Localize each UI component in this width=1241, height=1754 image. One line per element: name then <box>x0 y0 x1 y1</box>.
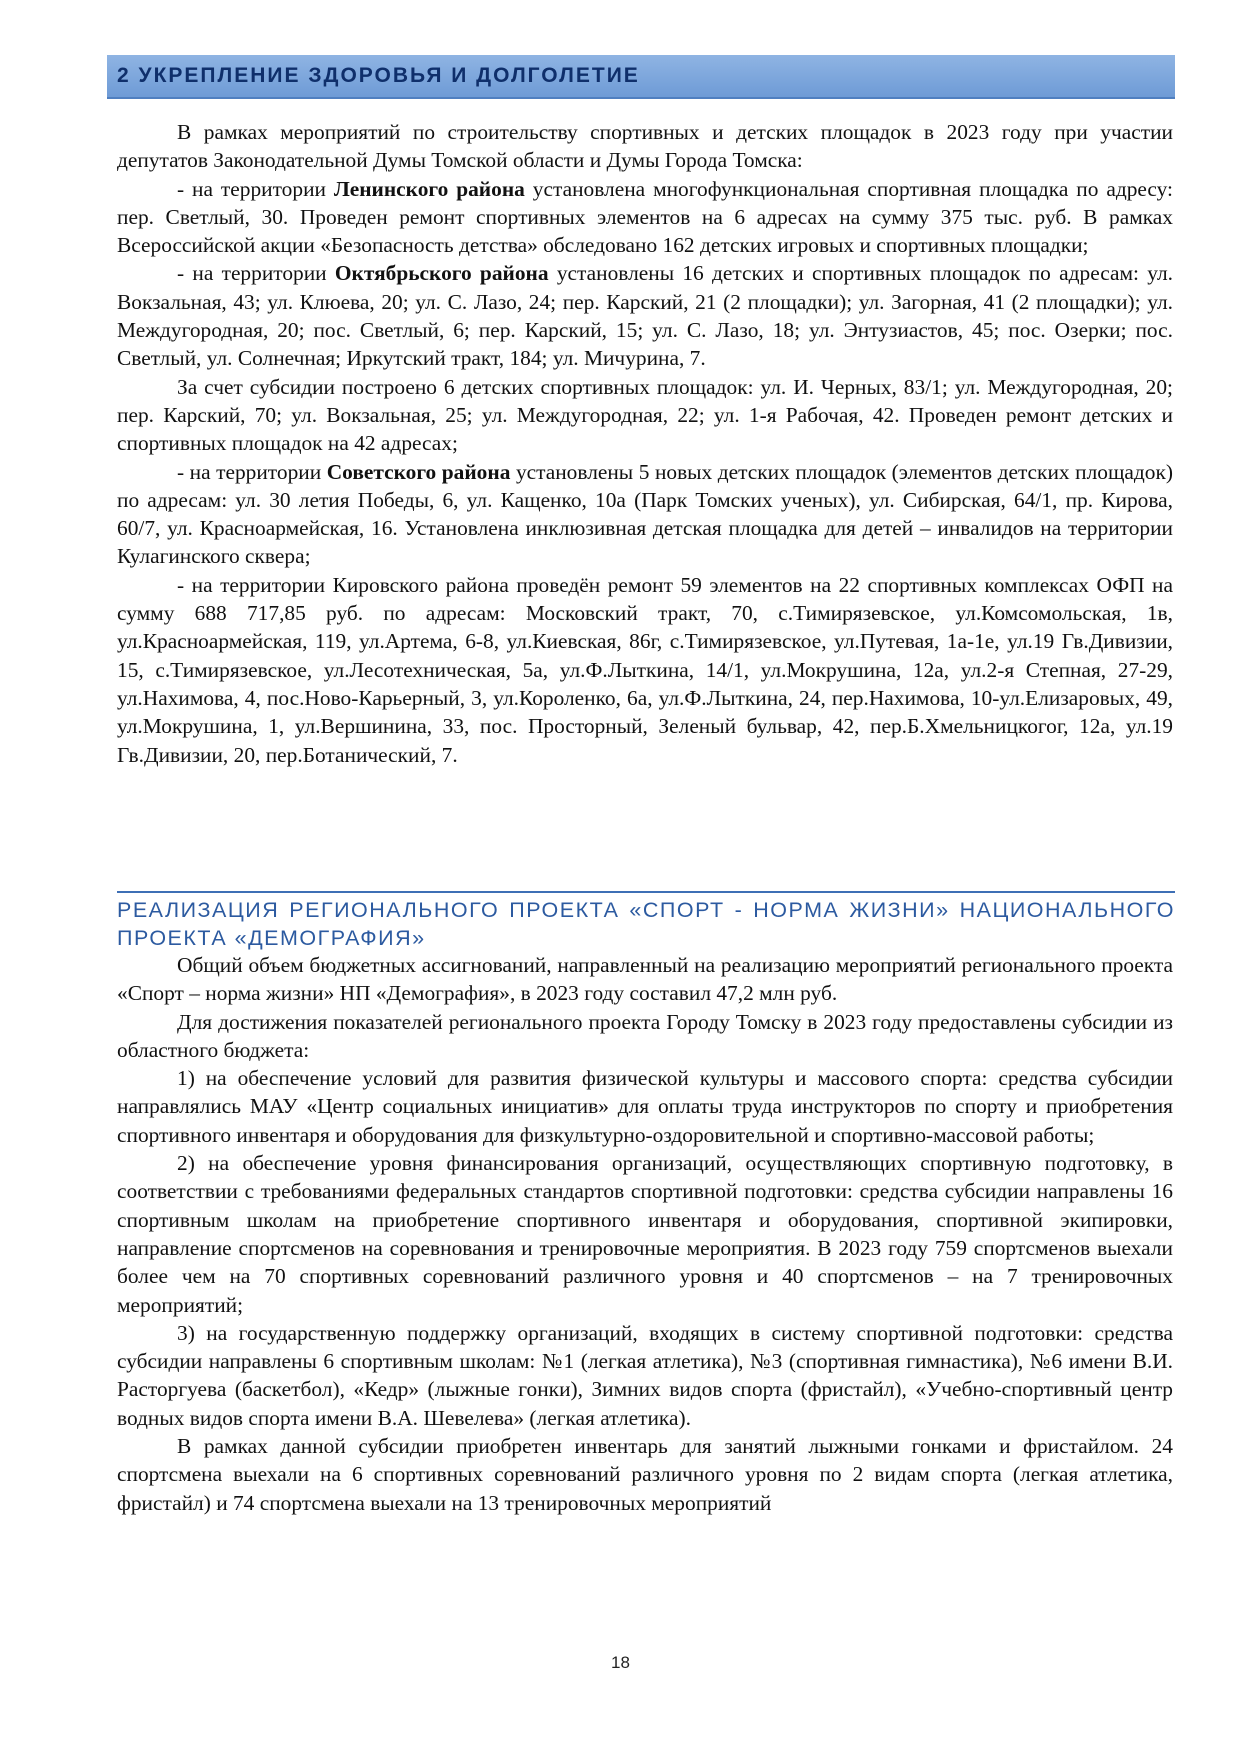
section-divider <box>117 891 1175 893</box>
section-title: 2 УКРЕПЛЕНИЕ ЗДОРОВЬЯ И ДОЛГОЛЕТИЕ <box>117 64 640 87</box>
sovetsky-district: Советского района <box>326 459 511 484</box>
leninsky-paragraph <box>117 175 1173 260</box>
sovetsky-text: установлены 5 новых детских площадок (элементов детских площадок) по адресам: ул. 30 летия Победы, 6, ул. Кащенко, 10а (Парк Томских ученых), ул. Сибирская, 64/1, пр. Кирова, 60/7, ул. Красноармейская, 16. Установлена инклюзивная детская площадка для детей – инвалидов на территории Кулагинского сквера; <box>117 459 1173 569</box>
intro-paragraph: В рамках мероприятий по строительству спортивных и детских площадок в 2023 году при участии депутатов Законодательной Думы Томской области и Думы Города Томска: <box>117 120 1173 173</box>
kirovsky-paragraph: - на территории Кировского района проведён ремонт 59 элементов на 22 спортивных комплексах ОФП на сумму 688 717,85 руб. по адресам: Московский тракт, 70, с.Тимирязевское, ул.Комсомольская, 1в, ул.Красноармейская, 119, ул.Артема, 6-8, ул.Киевская, 86г, с.Тимирязевское, ул.Путевая, 1а-1е, ул.19 Гв.Дивизии, 15, с.Тимирязевское, ул.Лесотехническая, 5а, ул.Ф.Лыткина, 14/1, ул.Мокрушина, 12а, ул.2-я Степная, 27-29, ул.Нахимова, 4, пос.Ново-Карьерный, 3, ул.Короленко, 6а, ул.Ф.Лыткина, 24, пер.Нахимова, 10-ул.Елизаровых, 49, ул.Мокрушина, 1, ул.Вершинина, 33, пос. Просторный, Зеленый бульвар, 42, пер.Б.Хмельницкогог, 12а, ул.19 Гв.Дивизии, 20, пер.Ботанический, 7. <box>117 572 1173 767</box>
oktyabrsky-district: Октябрьского района <box>334 261 549 286</box>
section-header <box>107 55 1175 99</box>
budget-paragraph: Общий объем бюджетных ассигнований, направленный на реализацию мероприятий регионального проекта «Спорт – норма жизни» НП «Демография», в 2023 году составил 47,2 млн руб. <box>117 953 1173 1006</box>
leninsky-prefix: - на территории <box>177 176 334 201</box>
subsidy-item-2: 2) на обеспечение уровня финансирования организаций, осуществляющих спортивную подготовку, в соответствии с требованиями федеральных стандартов спортивной подготовки: средства субсидии направлены 16 спортивным школам на приобретение спортивного инвентаря и оборудования, спортивной экипировки, направление спортсменов на соревнования и тренировочные мероприятия. В 2023 году 759 спортсменов выехали более чем на 70 спортивных соревнований различного уровня и 40 спортсменов – на 7 тренировочных мероприятий; <box>117 1151 1173 1317</box>
subsidy-item-3: 3) на государственную поддержку организаций, входящих в систему спортивной подготовки: средства субсидии направлены 6 спортивным школам: №1 (легкая атлетика), №3 (спортивная гимнастика), №6 имени В.И. Расторгуева (баскетбол), «Кедр» (лыжные гонки), Зимних видов спорта (фристайл), «Учебно-спортивный центр водных видов спорта имени В.А. Шевелева» (легкая атлетика). <box>117 1320 1173 1430</box>
oktyabrsky-prefix: - на территории <box>177 261 335 286</box>
project-heading: РЕАЛИЗАЦИЯ РЕГИОНАЛЬНОГО ПРОЕКТА «СПОРТ - НОРМА ЖИЗНИ» НАЦИОНАЛЬНОГО ПРОЕКТА «ДЕМОГРАФИЯ» <box>117 898 1175 950</box>
sovetsky-paragraph <box>117 458 1173 571</box>
sovetsky-prefix: - на территории <box>177 459 327 484</box>
oktyabrsky-paragraph <box>117 259 1173 372</box>
subsidy-paragraph: За счет субсидии построено 6 детских спортивных площадок: ул. И. Черных, 83/1; ул. Междугородная, 20; пер. Карский, 70; ул. Вокзальная, 25; ул. Междугородная, 22; ул. 1-я Рабочая, 42. Проведен ремонт детских и спортивных площадок на 42 адресах; <box>117 374 1173 456</box>
subsidies-intro-paragraph: Для достижения показателей регионального проекта Городу Томску в 2023 году предоставлены субсидии из областного бюджета: <box>117 1009 1173 1062</box>
body-text-part1 <box>117 118 1173 769</box>
inventory-paragraph: В рамках данной субсидии приобретен инвентарь для занятий лыжными гонками и фристайлом. 24 спортсмена выехали на 6 спортивных соревнований различного уровня по 2 видам спорта (легкая атлетика, фристайл) и 74 спортсмена выехали на 13 тренировочных мероприятий <box>117 1434 1173 1515</box>
oktyabrsky-text: установлены 16 детских и спортивных площадок по адресам: ул. Вокзальная, 43; ул. Клюева, 20; ул. С. Лазо, 24; пер. Карский, 21 (2 площадки); ул. Загорная, 41 (2 площадки); ул. Междугородная, 20; пос. Светлый, 6; пер. Карский, 15; ул. С. Лазо, 18; ул. Энтузиастов, 45; пос. Озерки; пос. Светлый, ул. Солнечная; Иркутский тракт, 184; ул. Мичурина, 7. <box>117 261 1173 371</box>
leninsky-text: установлена многофункциональная спортивная площадка по адресу: пер. Светлый, 30. Проведен ремонт спортивных элементов на 6 адресах на сумму 375 тыс. руб. В рамках Всероссийской акции «Безопасность детства» обследовано 162 детских игровых и спортивных площадки; <box>117 176 1173 258</box>
leninsky-district: Ленинского района <box>333 176 525 201</box>
page-number: 18 <box>611 1653 630 1672</box>
body-text-part2 <box>117 951 1173 1517</box>
subsidy-item-1: 1) на обеспечение условий для развития физической культуры и массового спорта: средства субсидии направлялись МАУ «Центр социальных инициатив» для оплаты труда инструкторов по спорту и приобретения спортивного инвентаря и оборудования для физкультурно-оздоровительной и спортивно-массовой работы; <box>117 1066 1173 1147</box>
